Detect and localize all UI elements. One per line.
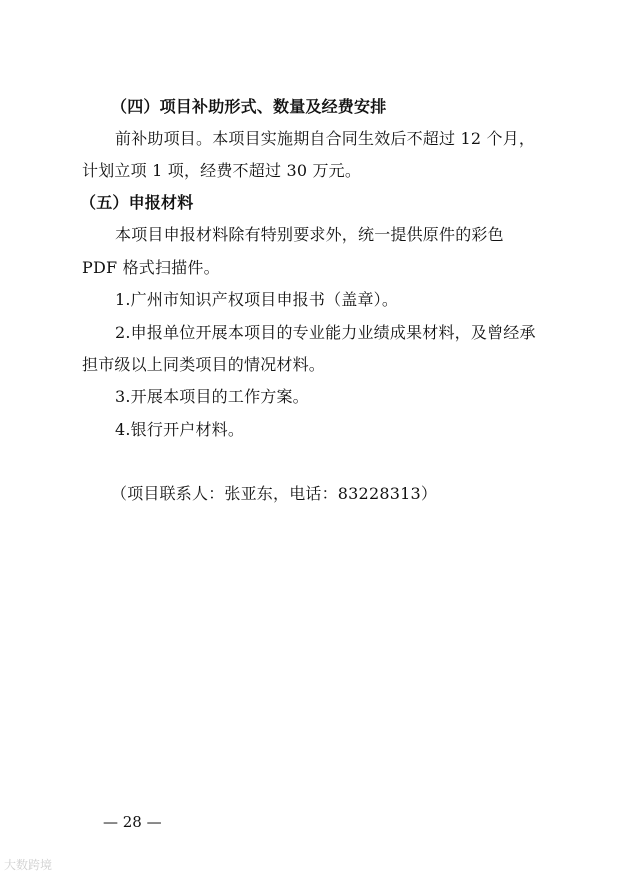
list-item-2: 2.申报单位开展本项目的专业能力业绩成果材料，及曾经承: [115, 323, 536, 342]
paragraph-line: 本项目申报材料除有特别要求外，统一提供原件的彩色: [115, 225, 504, 244]
section-heading-four: （四）项目补助形式、数量及经费安排: [111, 97, 387, 116]
paragraph-line: PDF 格式扫描件。: [82, 258, 220, 277]
list-item-2-continuation: 担市级以上同类项目的情况材料。: [82, 355, 326, 374]
list-item-1: 1.广州市知识产权项目申报书（盖章）。: [115, 290, 399, 309]
paragraph-line: 计划立项 1 项，经费不超过 30 万元。: [82, 161, 362, 180]
paragraph-line: 前补助项目。本项目实施期自合同生效后不超过 12 个月，: [115, 129, 536, 148]
list-item-3: 3.开展本项目的工作方案。: [115, 387, 309, 406]
page-number: — 28 —: [103, 813, 162, 831]
watermark-logo: 大数跨境: [4, 858, 53, 872]
list-item-4: 4.银行开户材料。: [115, 420, 245, 439]
contact-line: （项目联系人：张亚东，电话：83228313）: [111, 484, 438, 503]
section-heading-five: （五）申报材料: [80, 193, 194, 212]
